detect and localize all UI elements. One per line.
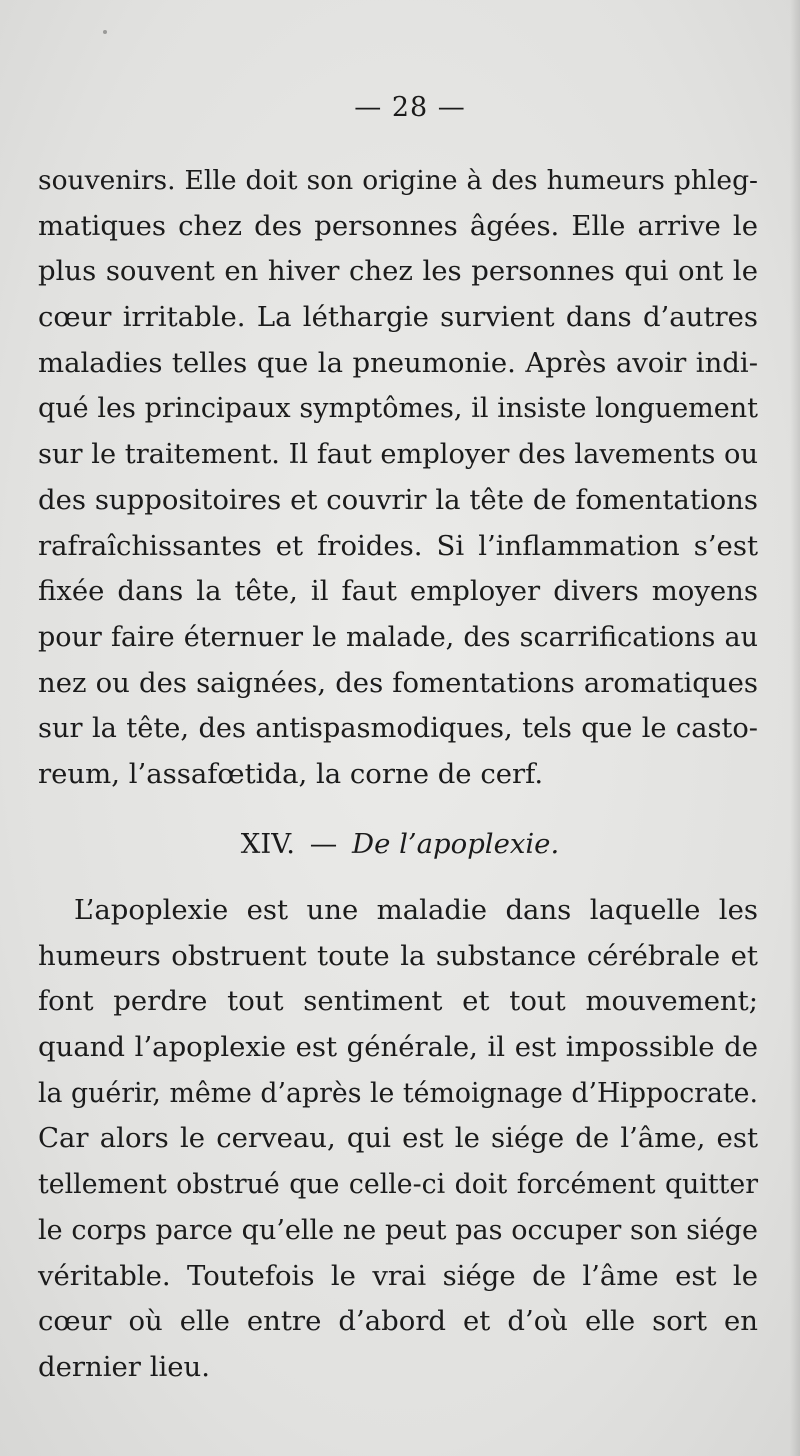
text-line: humeurs obstruent toute la substance cérébrale et — [38, 939, 758, 972]
page-number: — 28 — — [354, 92, 466, 123]
text-line: cœur où elle entre d’abord et d’où elle sort en — [38, 1305, 758, 1338]
page-edge-shadow — [790, 0, 800, 1456]
text-line: des suppositoires et couvrir la tête de fomentations — [38, 483, 758, 516]
paper-speck — [103, 30, 107, 34]
text-line: Car alors le cerveau, qui est le siége de l’âme, est — [38, 1122, 758, 1155]
text-line: dernier lieu. — [38, 1350, 211, 1383]
section-title: De l’apoplexie. — [352, 828, 560, 860]
text-line: L’apoplexie est une maladie dans laquelle les — [74, 894, 758, 926]
text-line: souvenirs. Elle doit son origine à des humeurs phleg- — [38, 165, 758, 196]
text-line: fixée dans la tête, il faut employer divers moyens — [38, 575, 758, 608]
text-line: nez ou des saignées, des fomentations aromatiques — [38, 666, 758, 699]
text-line: tellement obstrué que celle-ci doit forcément quitter — [38, 1169, 758, 1201]
text-line: cœur irritable. La léthargie survient dans d’autres — [38, 301, 758, 334]
paragraph-1 — [38, 158, 758, 798]
text-line: la guérir, même d’après le témoignage d’Hippocrate. — [38, 1077, 758, 1109]
text-line: sur le traitement. Il faut employer des lavements ou — [38, 439, 758, 471]
text-line: sur la tête, des antispasmodiques, tels que le casto- — [38, 713, 758, 745]
text-line: le corps parce qu’elle ne peut pas occuper son siége — [38, 1214, 758, 1246]
text-line: véritable. Toutefois le vrai siége de l’âme est le — [38, 1259, 758, 1292]
text-line: rafraîchissantes et froides. Si l’inflammation s’est — [38, 529, 758, 562]
text-line: quand l’apoplexie est générale, il est impossible de — [38, 1031, 758, 1064]
section-heading — [0, 822, 800, 867]
text-line: pour faire éternuer le malade, des scarrifications au — [38, 621, 758, 653]
section-number: XIV. — [240, 828, 296, 860]
paragraph-2 — [38, 888, 758, 1391]
text-line: matiques chez des personnes âgées. Elle arrive le — [38, 209, 758, 242]
text-line: reum, l’assafœtida, la corne de cerf. — [38, 757, 544, 790]
text-line: qué les principaux symptômes, il insiste longuement — [38, 393, 758, 425]
text-line: plus souvent en hiver chez les personnes qui ont le — [38, 255, 758, 288]
section-dash: — — [309, 828, 338, 860]
text-line: font perdre tout sentiment et tout mouvement; — [38, 985, 758, 1018]
text-line: maladies telles que la pneumonie. Après avoir indi- — [38, 346, 758, 379]
